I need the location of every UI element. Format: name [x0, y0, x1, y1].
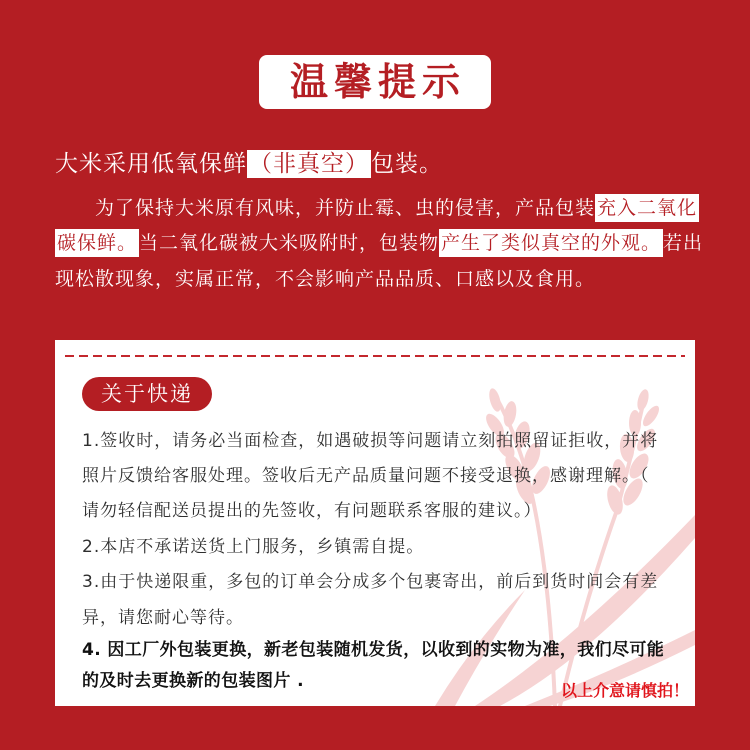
warning-text: 以上介意请慎拍！: [560, 681, 689, 700]
paragraph-highlight: 充入二氧化: [595, 194, 699, 222]
list-item: 3.由于快递限重，多包的订单会分成多个包裹寄出，前后到货时间会有差: [82, 572, 659, 592]
lead-text: 大米采用低氧保鲜: [55, 151, 247, 177]
paragraph-highlight: 碳保鲜。: [55, 229, 139, 257]
list-item: 请勿轻信配送员提出的先签收，有问题联系客服的建议。）: [82, 501, 542, 521]
paragraph-text: 现松散现象，实属正常，不会影响产品品质、口感以及食用。: [55, 268, 596, 290]
lead-text-end: 包装。: [371, 151, 443, 177]
list-item: 1.签收时，请务必当面检查，如遇破损等问题请立刻拍照留证拒收，并将: [82, 431, 659, 451]
list-item: 照片反馈给客服处理。签收后无产品质量问题不接受退换，感谢理解。（: [82, 466, 650, 486]
notice-item: 的及时去更换新的包装图片 .: [82, 671, 304, 691]
intro-paragraph-line: [55, 264, 595, 294]
intro-paragraph-line: [55, 228, 703, 258]
packaging-lead: [55, 148, 443, 180]
lead-highlight: （非真空）: [249, 151, 369, 177]
list-item: 2.本店不承诺送货上门服务，乡镇需自提。: [82, 537, 425, 557]
section-label: [82, 377, 212, 411]
title-banner: [259, 55, 491, 109]
page-title: 温馨提示: [289, 60, 466, 104]
list-item: 异，请您耐心等待。: [82, 608, 244, 628]
intro-paragraph-line: [95, 193, 699, 223]
paragraph-text: 为了保持大米原有风味，并防止霉、虫的侵害，产品包装: [95, 197, 596, 219]
section-label-text: 关于快递: [101, 382, 193, 406]
notice-item: 4. 因工厂外包装更换，新老包装随机发货，以收到的实物为准，我们尽可能: [82, 640, 665, 660]
paragraph-highlight: 产生了类似真空的外观。: [439, 229, 663, 257]
paragraph-text: 当二氧化碳被大米吸附时，包装物: [139, 232, 440, 254]
dashed-divider: [65, 355, 685, 357]
paragraph-text: 若出: [663, 232, 704, 254]
shipping-panel: [55, 340, 695, 706]
